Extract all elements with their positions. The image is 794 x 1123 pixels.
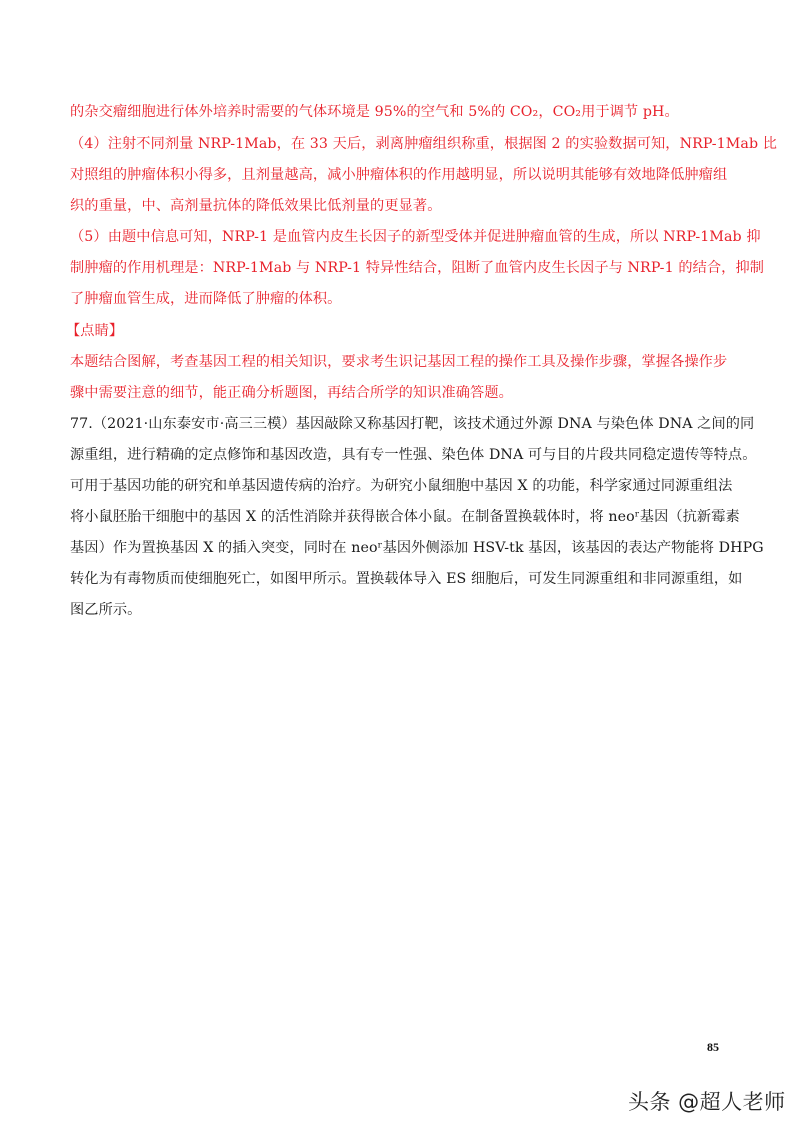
question-77-line-4: 将小鼠胚胎干细胞中的基因 X 的活性消除并获得嵌合体小鼠。在制备置换载体时，将 neoʳ基因（抗新霉素: [70, 509, 740, 525]
question-77-line-1: 77.（2021·山东泰安市·高三三模）基因敲除又称基因打靶，该技术通过外源 DNA 与染色体 DNA 之间的同: [70, 416, 755, 432]
answer-line-6: 制肿瘤的作用机理是：NRP-1Mab 与 NRP-1 特异性结合，阻断了血管内皮生长因子与 NRP-1 的结合，抑制: [70, 260, 765, 276]
dianjing-line-1: 本题结合图解，考查基因工程的相关知识，要求考生识记基因工程的操作工具及操作步骤，掌握各操作步: [70, 354, 728, 370]
answer-line-2: （4）注射不同剂量 NRP-1Mab，在 33 天后，剥离肿瘤组织称重，根据图 2 的实验数据可知，NRP-1Mab 比: [70, 136, 778, 152]
question-77-line-5: 基因）作为置换基因 X 的插入突变，同时在 neoʳ基因外侧添加 HSV-tk 基因，该基因的表达产物能将 DHPG: [70, 540, 764, 556]
answer-line-3: 对照组的肿瘤体积小得多，且剂量越高，减小肿瘤体积的作用越明显，所以说明其能够有效地降低肿瘤组: [70, 167, 728, 183]
answer-line-7: 了肿瘤血管生成，进而降低了肿瘤的体积。: [70, 291, 342, 307]
question-77-line-7: 图乙所示。: [70, 602, 142, 618]
question-77-line-6: 转化为有毒物质而使细胞死亡，如图甲所示。置换载体导入 ES 细胞后，可发生同源重组和非同源重组，如: [70, 571, 743, 587]
dianjing-heading: 【点睛】: [66, 323, 124, 339]
question-77-line-2: 源重组，进行精确的定点修饰和基因改造，具有专一性强、染色体 DNA 可与目的片段共同稳定遗传等特点。: [70, 447, 757, 463]
page-number: 85: [707, 1040, 719, 1054]
dianjing-line-2: 骤中需要注意的细节，能正确分析题图，再结合所学的知识准确答题。: [70, 385, 513, 401]
watermark: 头条 @超人老师: [628, 1090, 786, 1114]
answer-line-5: （5）由题中信息可知，NRP-1 是血管内皮生长因子的新型受体并促进肿瘤血管的生成，所以 NRP-1Mab 抑: [70, 229, 761, 245]
question-77-line-3: 可用于基因功能的研究和单基因遗传病的治疗。为研究小鼠细胞中基因 X 的功能，科学家通过同源重组法: [70, 478, 733, 494]
answer-line-4: 织的重量，中、高剂量抗体的降低效果比低剂量的更显著。: [70, 198, 442, 214]
answer-line-1: 的杂交瘤细胞进行体外培养时需要的气体环境是 95%的空气和 5%的 CO₂，CO₂用于调节 pH。: [70, 104, 679, 120]
